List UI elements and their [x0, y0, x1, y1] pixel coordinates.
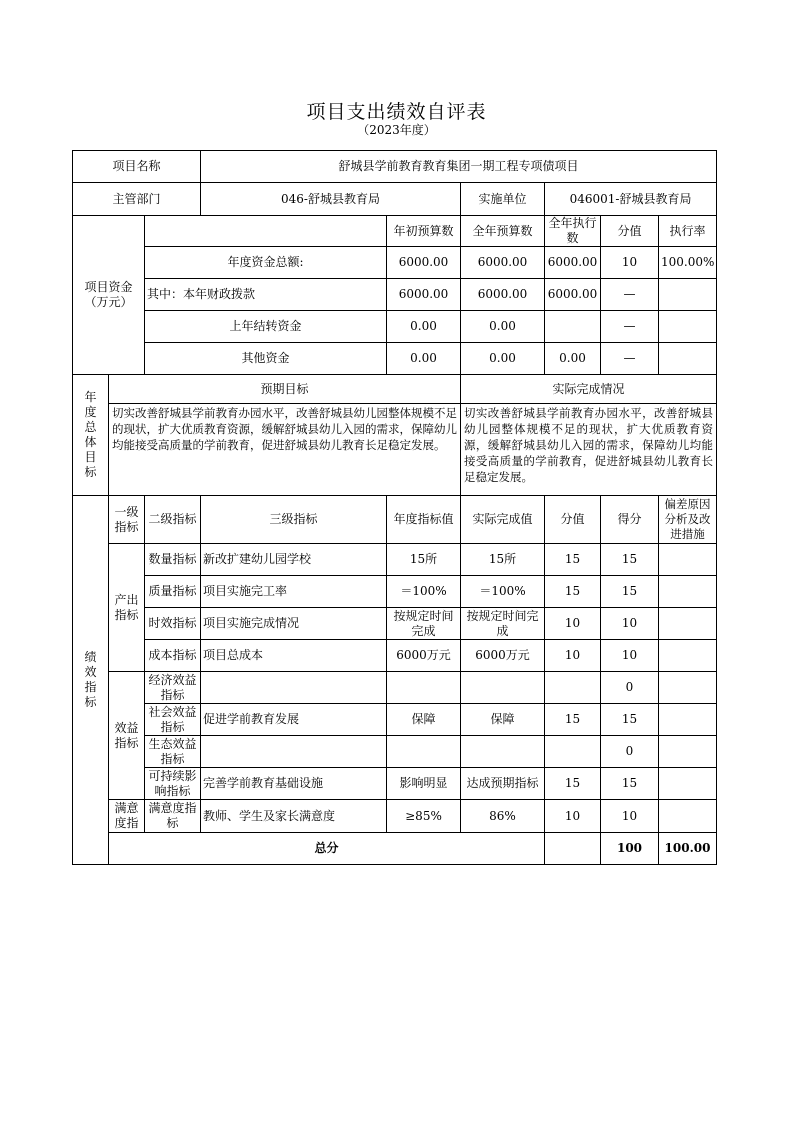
perf-target: 15所	[387, 544, 461, 576]
perf-deviation	[659, 800, 717, 833]
perf-header-level1	[109, 496, 145, 544]
funds-row-executed: 6000.00	[545, 247, 601, 279]
perf-level3: 促进学前教育发展	[201, 704, 387, 736]
perf-actual	[461, 672, 545, 704]
total-score: 100.00	[659, 833, 717, 865]
perf-header-actual: 实际完成值	[461, 496, 545, 544]
funds-header-executed: 全年执行数	[545, 216, 601, 247]
perf-target: ＝100%	[387, 576, 461, 608]
funds-row-initial: 0.00	[387, 343, 461, 375]
perf-target	[387, 672, 461, 704]
perf-score-value: 10	[545, 608, 601, 640]
perf-score-value: 15	[545, 768, 601, 800]
perf-deviation	[659, 576, 717, 608]
perf-row	[73, 800, 717, 833]
perf-actual: 达成预期指标	[461, 768, 545, 800]
perf-level1	[109, 800, 145, 833]
funds-row-executed: 6000.00	[545, 279, 601, 311]
funds-row-score-value: —	[601, 311, 659, 343]
funds-row	[73, 247, 717, 279]
funds-row-executed	[545, 311, 601, 343]
perf-row	[73, 768, 717, 800]
funds-row	[73, 343, 717, 375]
perf-header-row	[73, 496, 717, 544]
perf-score: 15	[601, 704, 659, 736]
perf-row	[73, 704, 717, 736]
funds-row-rate	[659, 343, 717, 375]
perf-actual: 保障	[461, 704, 545, 736]
perf-level1	[109, 544, 145, 672]
perf-row	[73, 640, 717, 672]
perf-header-level1-text: 一级指标	[114, 504, 139, 534]
perf-score: 10	[601, 608, 659, 640]
perf-level2: 数量指标	[145, 544, 201, 576]
perf-actual: ＝100%	[461, 576, 545, 608]
total-row	[73, 833, 717, 865]
page-title: 项目支出绩效自评表	[306, 101, 487, 123]
perf-score: 15	[601, 768, 659, 800]
perf-level3: 项目实施完成情况	[201, 608, 387, 640]
perf-deviation	[659, 640, 717, 672]
dept-value: 046-舒城县教育局	[201, 183, 461, 216]
goals-content-row	[73, 404, 717, 496]
perf-header-deviation: 偏差原因分析及改进措施	[659, 496, 717, 544]
perf-level3: 项目总成本	[201, 640, 387, 672]
perf-row	[73, 576, 717, 608]
perf-target: 影响明显	[387, 768, 461, 800]
perf-score: 15	[601, 576, 659, 608]
perf-level3: 项目实施完工率	[201, 576, 387, 608]
perf-score-value	[545, 736, 601, 768]
funds-row-name: 其他资金	[145, 343, 387, 375]
unit-value: 046001-舒城县教育局	[545, 183, 717, 216]
funds-row-annual: 6000.00	[461, 247, 545, 279]
funds-row-rate	[659, 279, 717, 311]
perf-level2: 质量指标	[145, 576, 201, 608]
perf-target: 保障	[387, 704, 461, 736]
funds-header-initial: 年初预算数	[387, 216, 461, 247]
perf-level1	[109, 672, 145, 800]
perf-deviation	[659, 704, 717, 736]
funds-row-initial: 6000.00	[387, 247, 461, 279]
project-name-row	[73, 151, 717, 183]
page-subtitle-year: （2023年度）	[357, 123, 436, 137]
perf-score: 10	[601, 800, 659, 833]
perf-level2: 生态效益指标	[145, 736, 201, 768]
perf-level3	[201, 736, 387, 768]
goals-actual-text: 切实改善舒城县学前教育办园水平，改善舒城县幼儿园整体规模不足的现状，扩大优质教育资源，缓解舒城县幼儿入园的需求，保障幼儿均能接受高质量的学前教育，促进舒城县幼儿教育长足稳定发展。	[461, 404, 717, 496]
perf-score-value: 10	[545, 800, 601, 833]
project-name-label: 项目名称	[73, 151, 201, 183]
funds-row-name: 其中：本年财政拨款	[145, 279, 387, 311]
perf-level2: 可持续影响指标	[145, 768, 201, 800]
goals-expected-header: 预期目标	[109, 375, 461, 404]
funds-row-initial: 6000.00	[387, 279, 461, 311]
perf-level3: 新改扩建幼儿园学校	[201, 544, 387, 576]
evaluation-table	[72, 150, 717, 865]
funds-row	[73, 311, 717, 343]
project-name-value: 舒城县学前教育教育集团一期工程专项债项目	[201, 151, 717, 183]
funds-header-row	[73, 216, 717, 247]
perf-level1-text: 效益指标	[114, 720, 139, 750]
perf-target: ≥85%	[387, 800, 461, 833]
dept-label: 主管部门	[73, 183, 201, 216]
perf-actual: 按规定时间完成	[461, 608, 545, 640]
perf-score: 0	[601, 736, 659, 768]
funds-row-score-value: —	[601, 279, 659, 311]
perf-deviation	[659, 544, 717, 576]
unit-label: 实施单位	[461, 183, 545, 216]
perf-score-value: 15	[545, 576, 601, 608]
funds-row-name: 年度资金总额:	[145, 247, 387, 279]
funds-row-annual: 6000.00	[461, 279, 545, 311]
funds-row-executed: 0.00	[545, 343, 601, 375]
perf-deviation	[659, 608, 717, 640]
perf-level2: 满意度指标	[145, 800, 201, 833]
perf-level1-text: 产出指标	[114, 592, 139, 622]
funds-label	[73, 216, 145, 375]
perf-score-value: 15	[545, 704, 601, 736]
perf-label-text: 绩效指标	[84, 650, 97, 709]
perf-header-score: 得分	[601, 496, 659, 544]
perf-row	[73, 608, 717, 640]
funds-row-score-value: —	[601, 343, 659, 375]
perf-score-value	[545, 672, 601, 704]
perf-score-value: 10	[545, 640, 601, 672]
perf-label	[73, 496, 109, 865]
perf-level3: 教师、学生及家长满意度	[201, 800, 387, 833]
perf-level3: 完善学前教育基础设施	[201, 768, 387, 800]
perf-level2: 社会效益指标	[145, 704, 201, 736]
goals-expected-text: 切实改善舒城县学前教育办园水平，改善舒城县幼儿园整体规模不足的现状，扩大优质教育资源，缓解舒城县幼儿入园的需求，保障幼儿均能接受高质量的学前教育，促进舒城县幼儿教育长足稳定发展。	[109, 404, 461, 496]
perf-score-value: 15	[545, 544, 601, 576]
funds-header-score-value: 分值	[601, 216, 659, 247]
perf-row	[73, 736, 717, 768]
perf-level2: 成本指标	[145, 640, 201, 672]
funds-row-name: 上年结转资金	[145, 311, 387, 343]
funds-row-annual: 0.00	[461, 311, 545, 343]
perf-deviation	[659, 672, 717, 704]
perf-row	[73, 544, 717, 576]
total-blank	[545, 833, 601, 865]
perf-deviation	[659, 768, 717, 800]
perf-header-level3: 三级指标	[201, 496, 387, 544]
perf-actual: 86%	[461, 800, 545, 833]
perf-level1-text: 满意度指	[114, 801, 139, 830]
perf-target: 6000万元	[387, 640, 461, 672]
perf-level2: 时效指标	[145, 608, 201, 640]
perf-actual: 6000万元	[461, 640, 545, 672]
perf-header-score-value: 分值	[545, 496, 601, 544]
funds-row-rate	[659, 311, 717, 343]
funds-row-rate: 100.00%	[659, 247, 717, 279]
perf-header-target: 年度指标值	[387, 496, 461, 544]
perf-score: 0	[601, 672, 659, 704]
perf-deviation	[659, 736, 717, 768]
perf-actual	[461, 736, 545, 768]
goals-header-row	[73, 375, 717, 404]
total-score-value: 100	[601, 833, 659, 865]
funds-header-annual: 全年预算数	[461, 216, 545, 247]
funds-header-blank	[145, 216, 387, 247]
perf-actual: 15所	[461, 544, 545, 576]
total-label: 总分	[109, 833, 545, 865]
perf-level2: 经济效益指标	[145, 672, 201, 704]
funds-row-score-value: 10	[601, 247, 659, 279]
perf-score: 10	[601, 640, 659, 672]
perf-target	[387, 736, 461, 768]
perf-score: 15	[601, 544, 659, 576]
goals-actual-header: 实际完成情况	[461, 375, 717, 404]
funds-row-initial: 0.00	[387, 311, 461, 343]
goals-label-text: 年度总体目标	[84, 390, 97, 479]
perf-level3	[201, 672, 387, 704]
funds-row	[73, 279, 717, 311]
dept-row	[73, 183, 717, 216]
perf-row	[73, 672, 717, 704]
perf-header-level2: 二级指标	[145, 496, 201, 544]
funds-label-text: 项目资金 （万元）	[84, 280, 133, 309]
funds-row-annual: 0.00	[461, 343, 545, 375]
perf-target: 按规定时间完成	[387, 608, 461, 640]
funds-header-rate: 执行率	[659, 216, 717, 247]
goals-label	[73, 375, 109, 496]
